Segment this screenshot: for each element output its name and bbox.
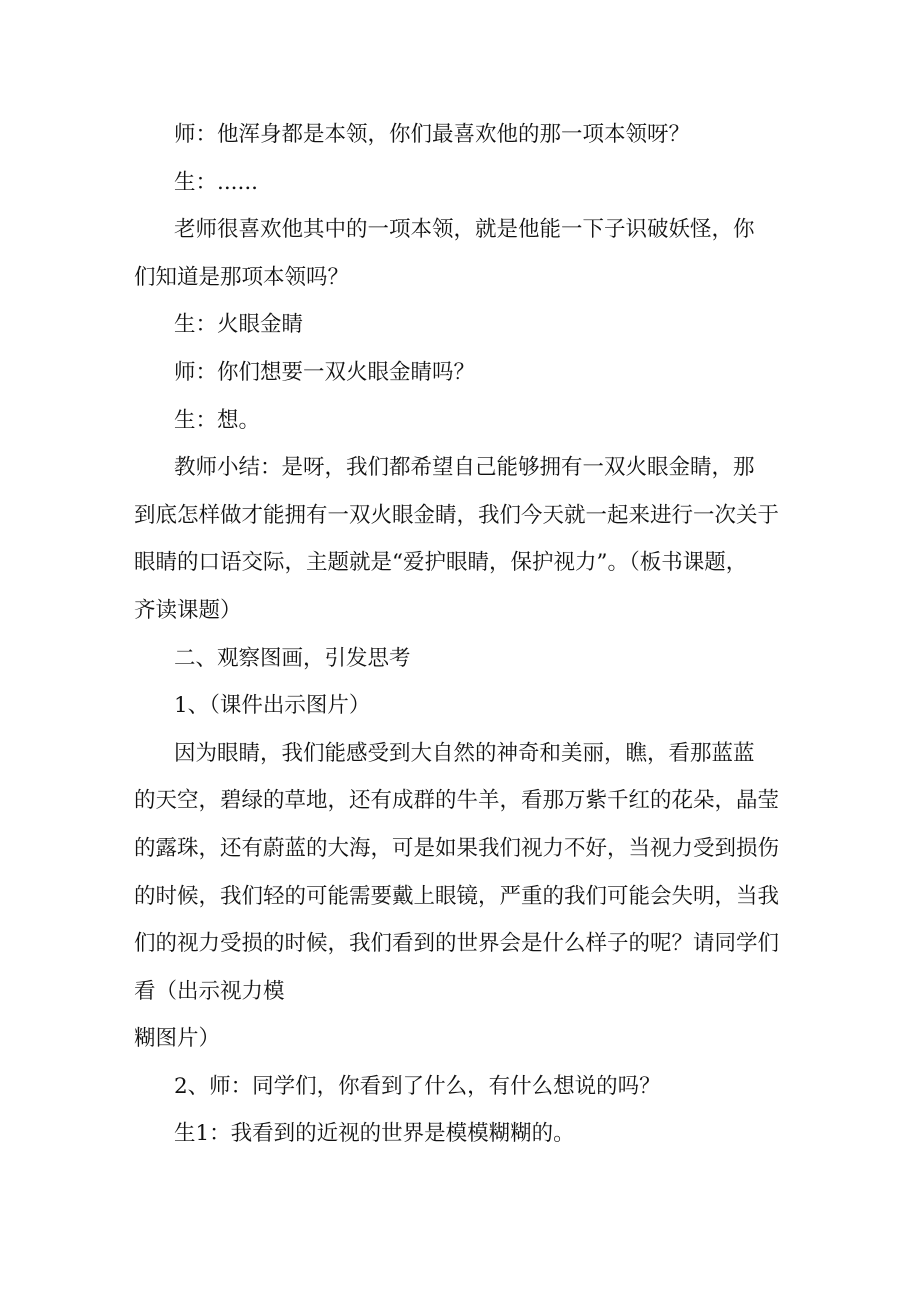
text-line: 二、观察图画，引发思考 [174,645,411,671]
text-line: 眼睛的口语交际，主题就是“爱护眼睛，保护视力”。（板书课题， [134,550,748,576]
text-line: 师：你们想要一双火眼金睛吗？ [174,359,476,385]
text-line: 生：火眼金睛 [174,312,304,338]
text-line: 们知道是那项本领吗？ [134,264,350,290]
paragraph [134,635,794,683]
text-line: 齐读课题） [134,597,242,623]
paragraph [134,301,794,349]
text-line: 生：...... [174,169,259,195]
paragraph [134,1063,794,1111]
paragraph [134,682,794,730]
text-line: 的露珠，还有蔚蓝的大海，可是如果我们视力不好，当视力受到损伤 [134,835,780,861]
text-line: 的时候，我们轻的可能需要戴上眼镜，严重的我们可能会失明，当我 [134,883,780,909]
text-line: 的天空，碧绿的草地，还有成群的牛羊，看那万紫千红的花朵，晶莹 [134,788,780,814]
text-line: 2、师：同学们，你看到了什么，有什么想说的吗？ [174,1073,661,1099]
paragraph [134,206,794,301]
text-line: 看（出示视力模 [134,978,285,1004]
text-line: 因为眼睛，我们能感受到大自然的神奇和美丽，瞧，看那蓝蓝 [174,740,755,766]
text-line: 师：他浑身都是本领，你们最喜欢他的那一项本领呀？ [174,122,691,147]
text-line: 老师很喜欢他其中的一项本领，就是他能一下子识破妖怪，你 [174,217,755,243]
paragraph [134,444,794,634]
text-line: 们的视力受损的时候，我们看到的世界会是什么样子的呢？请同学们 [134,931,780,957]
paragraph [134,730,794,1016]
paragraph [134,349,794,397]
paragraph [134,1015,794,1063]
text-line: 生1：我看到的近视的世界是模模糊糊的。 [174,1121,575,1147]
document-page [134,111,794,1158]
text-line: 糊图片） [134,1026,221,1052]
text-line: 1、（课件出示图片） [174,693,371,719]
text-line: 生：想。 [174,407,261,433]
text-line: 教师小结：是呀，我们都希望自己能够拥有一双火眼金睛，那 [174,455,755,481]
text-line: 到底怎样做才能拥有一双火眼金睛，我们今天就一起来进行一次关于 [134,502,780,528]
paragraph [134,111,794,159]
paragraph [134,397,794,445]
paragraph [134,159,794,207]
paragraph [134,1110,794,1158]
